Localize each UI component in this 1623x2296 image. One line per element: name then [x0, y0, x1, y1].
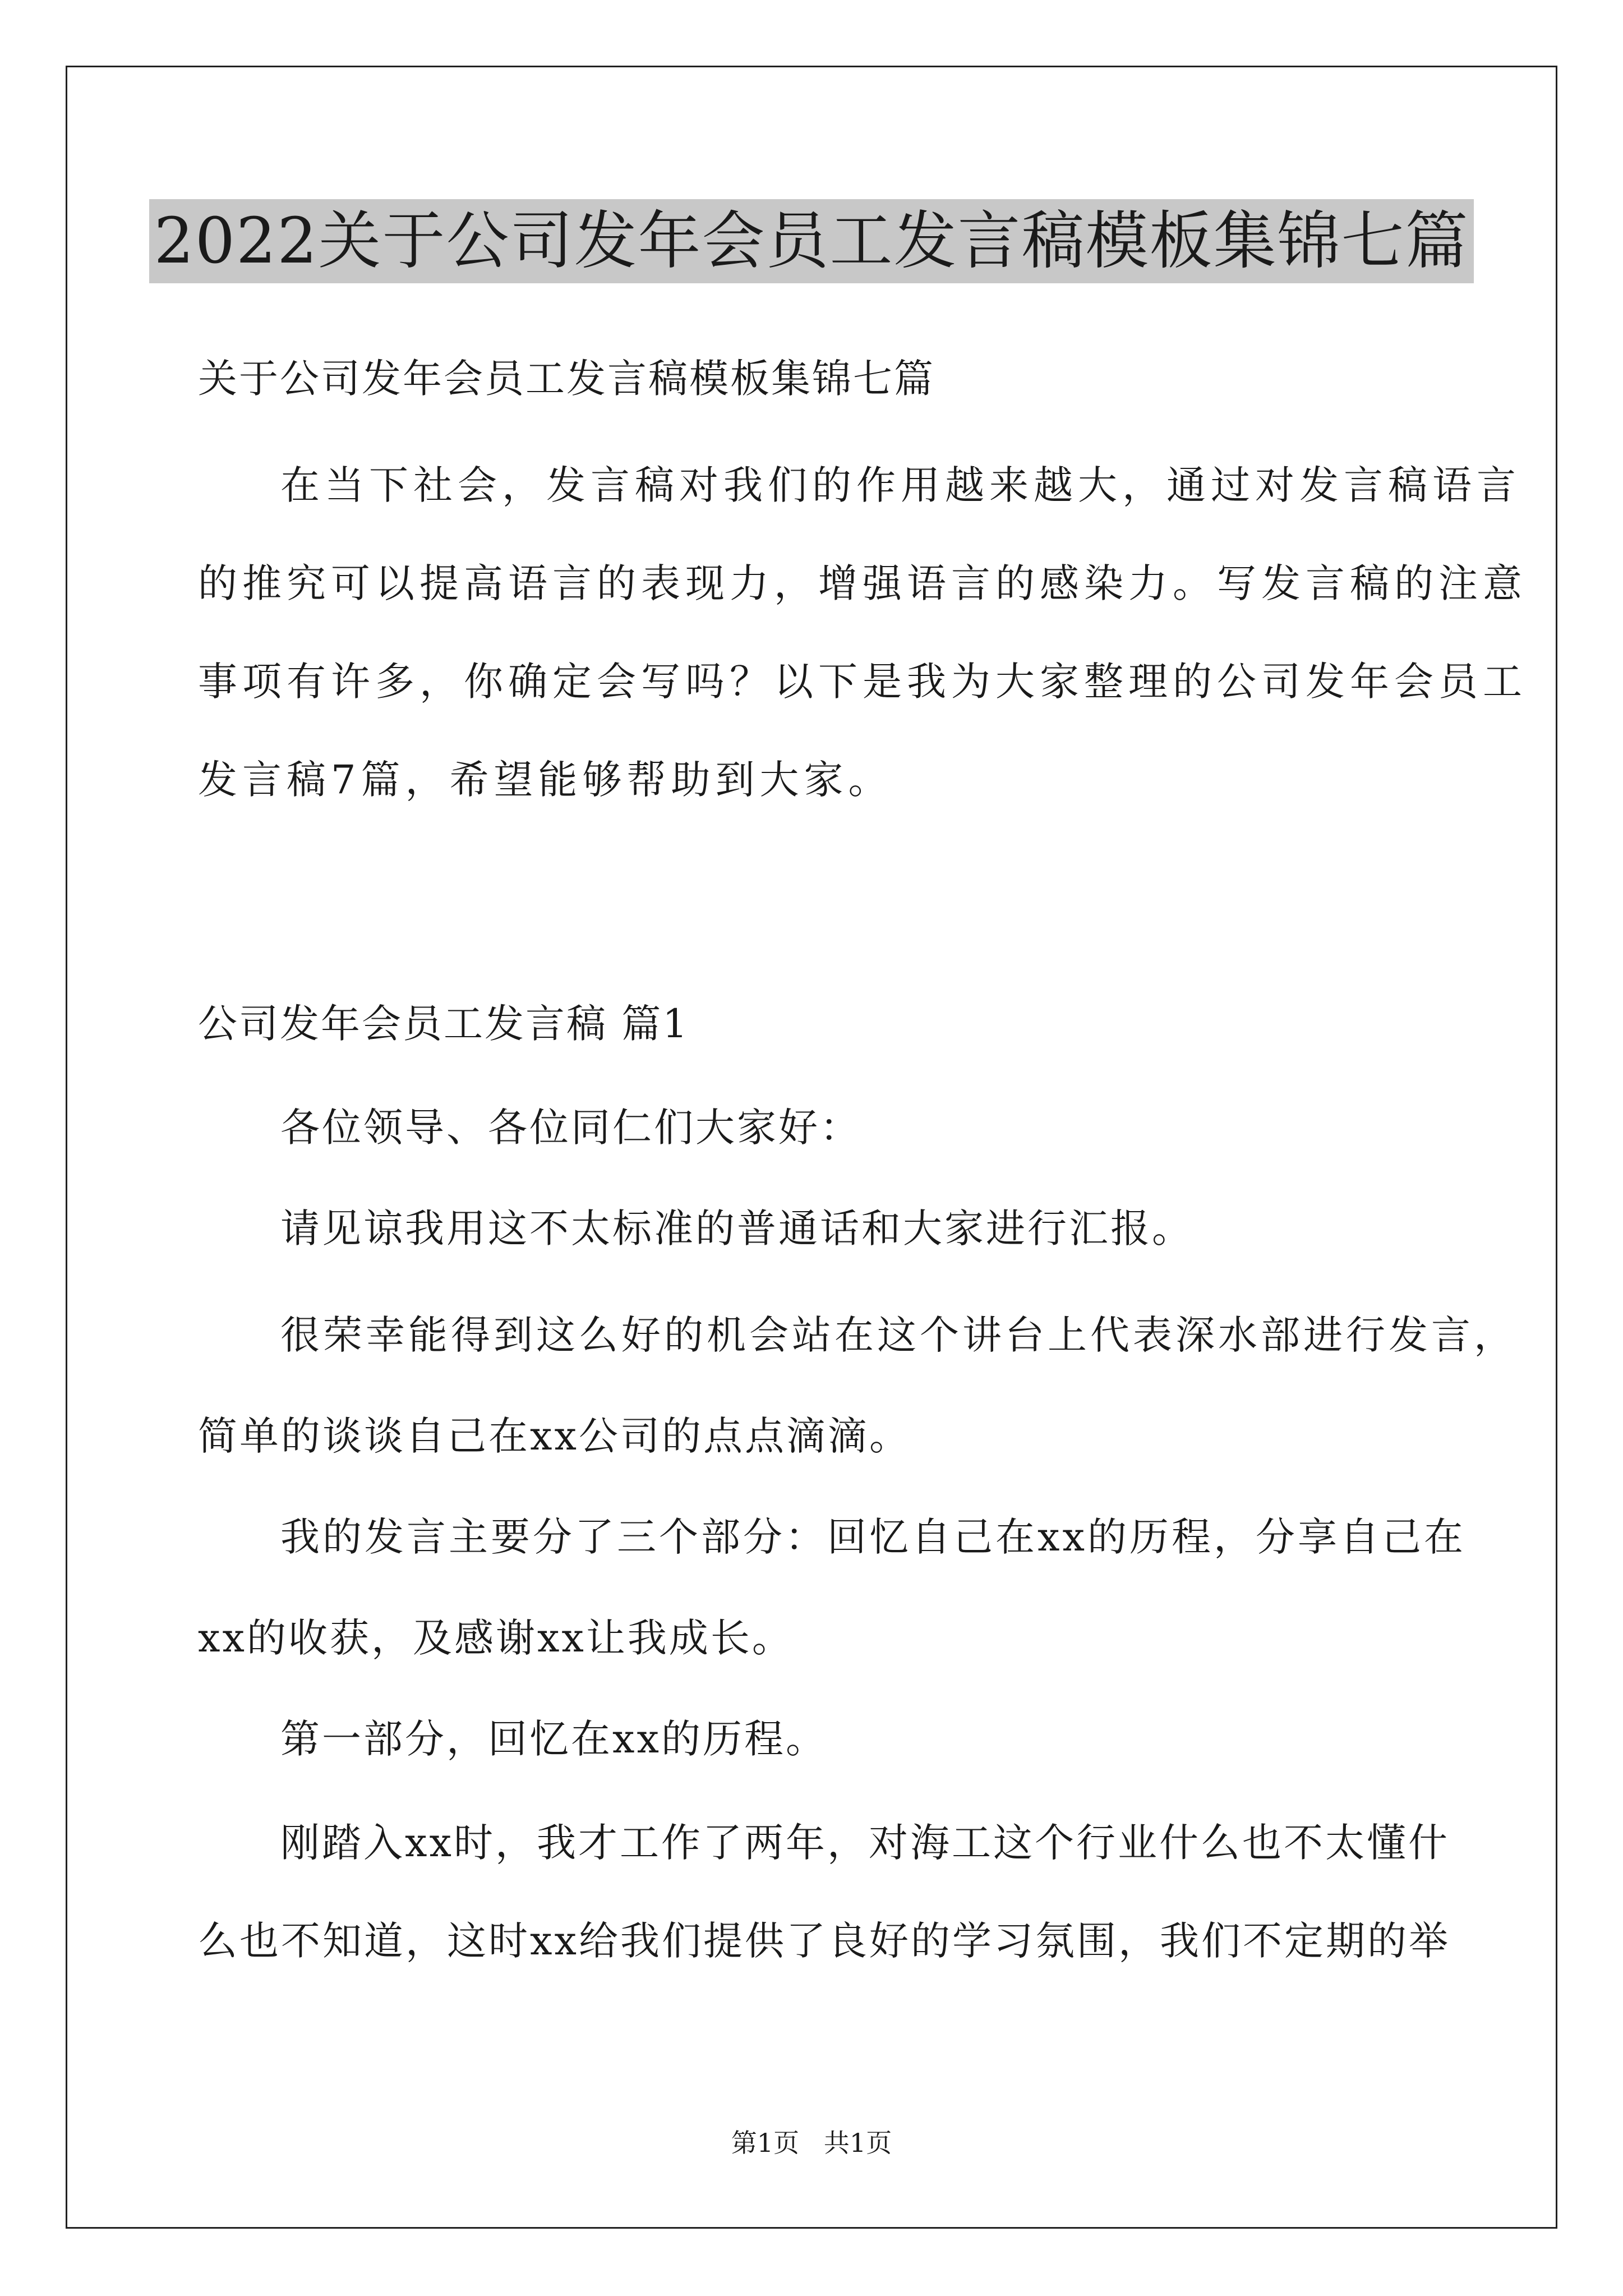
body-line-8: 刚踏入xx时，我才工作了两年，对海工这个行业什么也不太懂什 [280, 1820, 1450, 1866]
body-line-1: 各位领导、各位同仁们大家好： [280, 1105, 861, 1151]
document-subtitle: 关于公司发年会员工发言稿模板集锦七篇 [198, 356, 935, 402]
document-title: 2022关于公司发年会员工发言稿模板集锦七篇 [149, 199, 1473, 283]
page-footer: 第1页 共1页 [731, 2128, 892, 2158]
intro-line-3: 事项有许多，你确定会写吗？以下是我为大家整理的公司发年会员工 [198, 659, 1527, 705]
body-line-9: 么也不知道，这时xx给我们提供了良好的学习氛围，我们不定期的举 [198, 1918, 1450, 1964]
body-line-3: 很荣幸能得到这么好的机会站在这个讲台上代表深水部进行发言， [280, 1312, 1516, 1358]
title-container [0, 199, 1623, 283]
intro-line-2: 的推究可以提高语言的表现力，增强语言的感染力。写发言稿的注意 [198, 560, 1527, 606]
intro-line-1: 在当下社会，发言稿对我们的作用越来越大，通过对发言稿语言 [280, 462, 1521, 508]
intro-line-4: 发言稿7篇，希望能够帮助到大家。 [198, 757, 893, 803]
body-line-2: 请见谅我用这不太标准的普通话和大家进行汇报。 [280, 1205, 1193, 1251]
body-line-6: xx的收获，及感谢xx让我成长。 [198, 1615, 794, 1661]
body-line-4: 简单的谈谈自己在xx公司的点点滴滴。 [198, 1413, 911, 1459]
body-line-5: 我的发言主要分了三个部分：回忆自己在xx的历程，分享自己在 [280, 1514, 1466, 1560]
body-line-7: 第一部分，回忆在xx的历程。 [280, 1716, 827, 1762]
section-heading: 公司发年会员工发言稿 篇1 [198, 1001, 689, 1047]
